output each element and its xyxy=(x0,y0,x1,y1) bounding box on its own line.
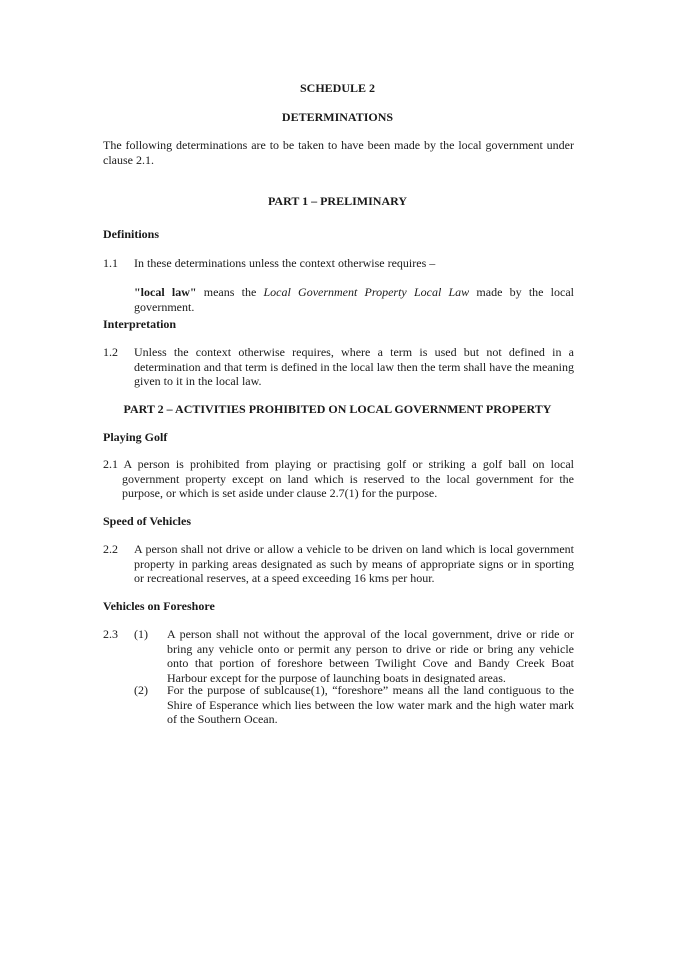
schedule-heading: SCHEDULE 2 xyxy=(299,81,376,95)
document-title: DETERMINATIONS xyxy=(281,110,394,124)
clause-text: A person shall not drive or allow a vehicle to be driven on land which is local government property in parking areas designated as such by means of appropriate signs or in sporting or recreational reserves, at a speed exceeding 16 kms per hour. xyxy=(134,542,574,585)
part1-heading: PART 1 – PRELIMINARY xyxy=(267,194,408,208)
definition-local-law xyxy=(134,285,574,314)
clause-number: 1.1 xyxy=(103,256,118,270)
clause-text: In these determinations unless the context otherwise requires – xyxy=(134,256,436,270)
law-title: Local Government Property Local Law xyxy=(263,285,470,299)
subclause-number: (2) xyxy=(134,683,148,697)
subclause-text: A person shall not without the approval of the local government, drive or ride or bring any vehicle onto or permit any person to drive or ride or bring any vehicle onto that portion of foreshore between Twilight Cove and Bandy Creek Boat Harbour except for the purpose of launching boats in designated areas. xyxy=(167,627,574,685)
clause-number: 2.2 xyxy=(103,542,118,556)
definition-text-pre: means the xyxy=(196,285,264,299)
vehicles-on-foreshore-heading: Vehicles on Foreshore xyxy=(103,599,215,613)
playing-golf-heading: Playing Golf xyxy=(103,430,168,444)
definition-text-post: made by the local government. xyxy=(134,285,575,314)
interpretation-heading: Interpretation xyxy=(103,317,177,331)
clause-number: 2.3 xyxy=(103,627,118,641)
speed-of-vehicles-heading: Speed of Vehicles xyxy=(103,514,192,528)
subclause-text: For the purpose of sublcause(1), “foreshore” means all the land contiguous to the Shire of Esperance which lies between the low water mark and the high water mark of the Southern Ocean. xyxy=(167,683,574,726)
part2-heading: PART 2 – ACTIVITIES PROHIBITED ON LOCAL GOVERNMENT PROPERTY xyxy=(123,402,552,416)
intro-paragraph: The following determinations are to be taken to have been made by the local government under clause 2.1. xyxy=(103,138,574,167)
clause-number: 1.2 xyxy=(103,345,118,359)
subclause-number: (1) xyxy=(134,627,148,641)
clause-text: Unless the context otherwise requires, where a term is used but not defined in a determination and that term is defined in the local law then the term shall have the meaning given to it in the local law. xyxy=(134,345,574,388)
definitions-heading: Definitions xyxy=(103,227,160,241)
clause-text: 2.1 A person is prohibited from playing or practising golf or striking a golf ball on local government property except on land which is reserved to the local government for the purpose, or which is set aside under clause 2.7(1) for the purpose. xyxy=(103,457,574,500)
defined-term: "local law" xyxy=(134,285,197,299)
